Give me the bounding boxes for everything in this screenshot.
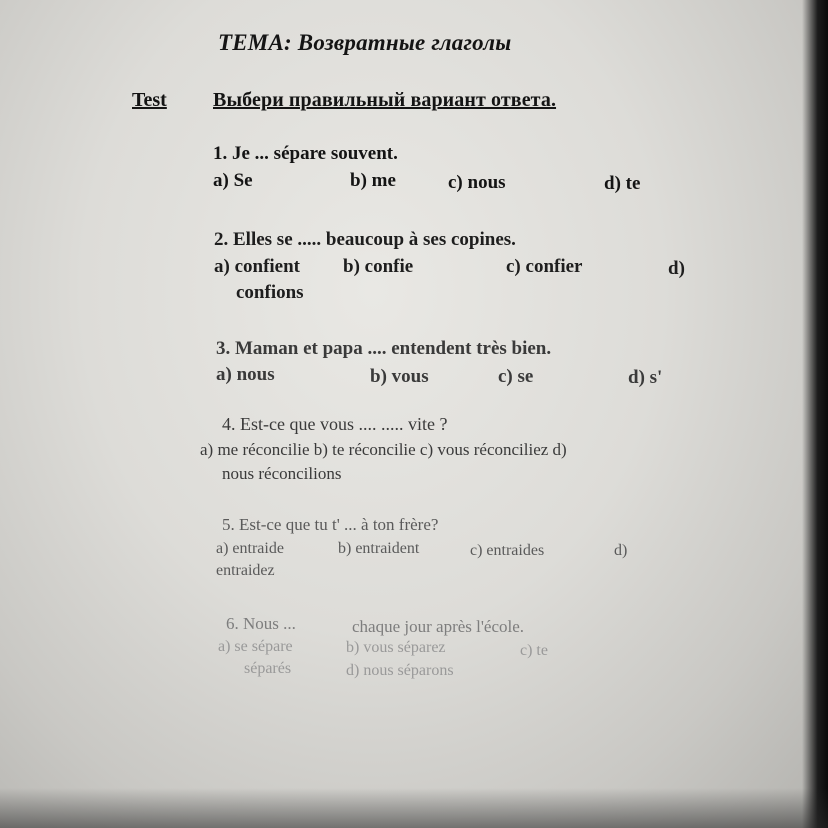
question-5-option-a: a) entraide <box>216 540 284 557</box>
question-2-option-a: a) confient <box>214 256 301 277</box>
question-1-option-c: c) nous <box>448 172 506 193</box>
question-3-option-a: a) nous <box>216 364 275 385</box>
question-6-prompt: 6. Nous ... <box>226 614 296 633</box>
question-2-option-d-text: confions <box>236 282 304 303</box>
question-6-option-d: d) nous séparons <box>346 662 454 679</box>
question-4-option-d-text: nous réconcilions <box>222 464 342 483</box>
question-5-option-b: b) entraident <box>338 540 420 557</box>
question-1-option-b: b) me <box>350 170 396 191</box>
photo-edge-shadow-bottom <box>0 788 828 828</box>
test-label: Test <box>132 89 167 111</box>
question-3-option-b: b) vous <box>370 366 429 387</box>
question-1-option-a: a) Se <box>213 170 253 191</box>
photo-edge-shadow-right <box>802 0 828 828</box>
question-2-option-c: c) confier <box>506 256 583 277</box>
question-3-option-d: d) s' <box>628 367 663 388</box>
question-4-options: a) me réconcilie b) te réconcilie c) vous réconciliez d) <box>200 440 567 459</box>
question-3-option-c: c) se <box>498 366 534 387</box>
question-1-option-d: d) te <box>604 173 641 194</box>
question-4-prompt: 4. Est-ce que vous .... ..... vite ? <box>222 414 448 434</box>
question-5-option-d-text: entraidez <box>216 562 275 579</box>
question-6-option-c: c) te <box>520 642 548 659</box>
question-5-prompt: 5. Est-ce que tu t' ... à ton frère? <box>222 515 439 534</box>
question-6-option-b: b) vous séparez <box>346 639 446 656</box>
question-1-prompt: 1. Je ... sépare souvent. <box>213 143 398 164</box>
instruction-text: Выбери правильный вариант ответа. <box>213 89 557 111</box>
topic-heading: ТЕМА: Возвратные глаголы <box>218 30 512 55</box>
question-5-option-c: c) entraides <box>470 542 545 559</box>
question-5-option-d: d) <box>614 542 628 559</box>
question-2-prompt: 2. Elles se ..... beaucoup à ses copines. <box>214 229 516 250</box>
question-2-option-d: d) <box>668 258 685 279</box>
question-3-prompt: 3. Maman et papa .... entendent très bien. <box>216 338 552 359</box>
question-6-option-a: a) se sépare <box>218 638 293 655</box>
question-2-option-b: b) confie <box>343 256 414 277</box>
question-6-prompt-tail: chaque jour après l'école. <box>352 617 525 636</box>
question-6-option-a-text: séparés <box>244 660 292 677</box>
